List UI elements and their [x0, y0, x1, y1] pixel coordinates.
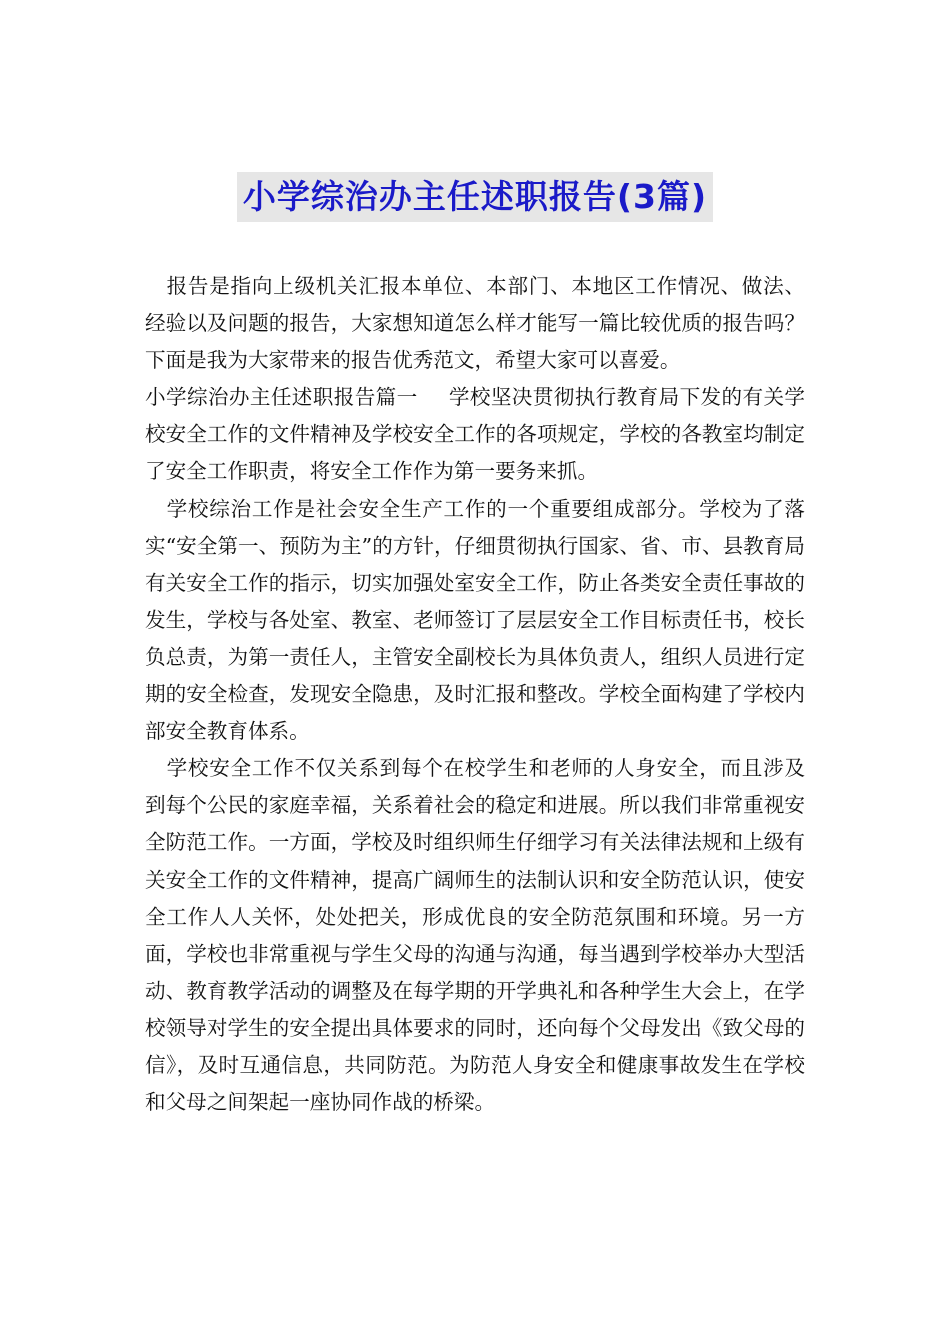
document-title: 小学综治办主任述职报告(3篇): [237, 172, 713, 222]
paragraph-3: 学校安全工作不仅关系到每个在校学生和老师的人身安全，而且涉及到每个公民的家庭幸福，关系着社会的稳定和进展。所以我们非常重视安全防范工作。一方面，学校及时组织师生仔细学习有关法律法规和上级有关安全工作的文件精神，提高广阔师生的法制认识和安全防范认识，使安全工作人人关怀，处处把关，形成优良的安全防范氛围和环境。另一方面，学校也非常重视与学生父母的沟通与沟通，每当遇到学校举办大型活动、教育教学活动的调整及在每学期的开学典礼和各种学生大会上，在学校领导对学生的安全提出具体要求的同时，还向每个父母发出《致父母的信》，及时互通信息，共同防范。为防范人身安全和健康事故发生在学校和父母之间架起一座协同作战的桥梁。: [145, 756, 805, 1115]
section1-heading: 小学综治办主任述职报告篇一: [145, 385, 418, 410]
document-body: [145, 268, 805, 1121]
section1-lead-text: 学校坚决贯彻执行教育局下发的有关学校安全工作的文件精神及学校安全工作的各项规定，学校的各教室均制定了安全工作职责，将安全工作作为第一要务来抓。: [145, 385, 806, 484]
paragraph-2: 学校综治工作是社会安全生产工作的一个重要组成部分。学校为了落实“安全第一、预防为主”的方针，仔细贯彻执行国家、省、市、县教育局有关安全工作的指示，切实加强处室安全工作，防止各类安全责任事故的发生，学校与各处室、教室、老师签订了层层安全工作目标责任书，校长负总责，为第一责任人，主管安全副校长为具体负责人，组织人员进行定期的安全检查，发现安全隐患，及时汇报和整改。学校全面构建了学校内部安全教育体系。: [145, 496, 805, 744]
intro-paragraph: 报告是指向上级机关汇报本单位、本部门、本地区工作情况、做法、经验以及问题的报告，大家想知道怎么样才能写一篇比较优质的报告吗？下面是我为大家带来的报告优秀范文，希望大家可以喜爱。: [145, 274, 805, 373]
title-container: [0, 172, 950, 222]
section1-paragraph: [145, 379, 805, 490]
